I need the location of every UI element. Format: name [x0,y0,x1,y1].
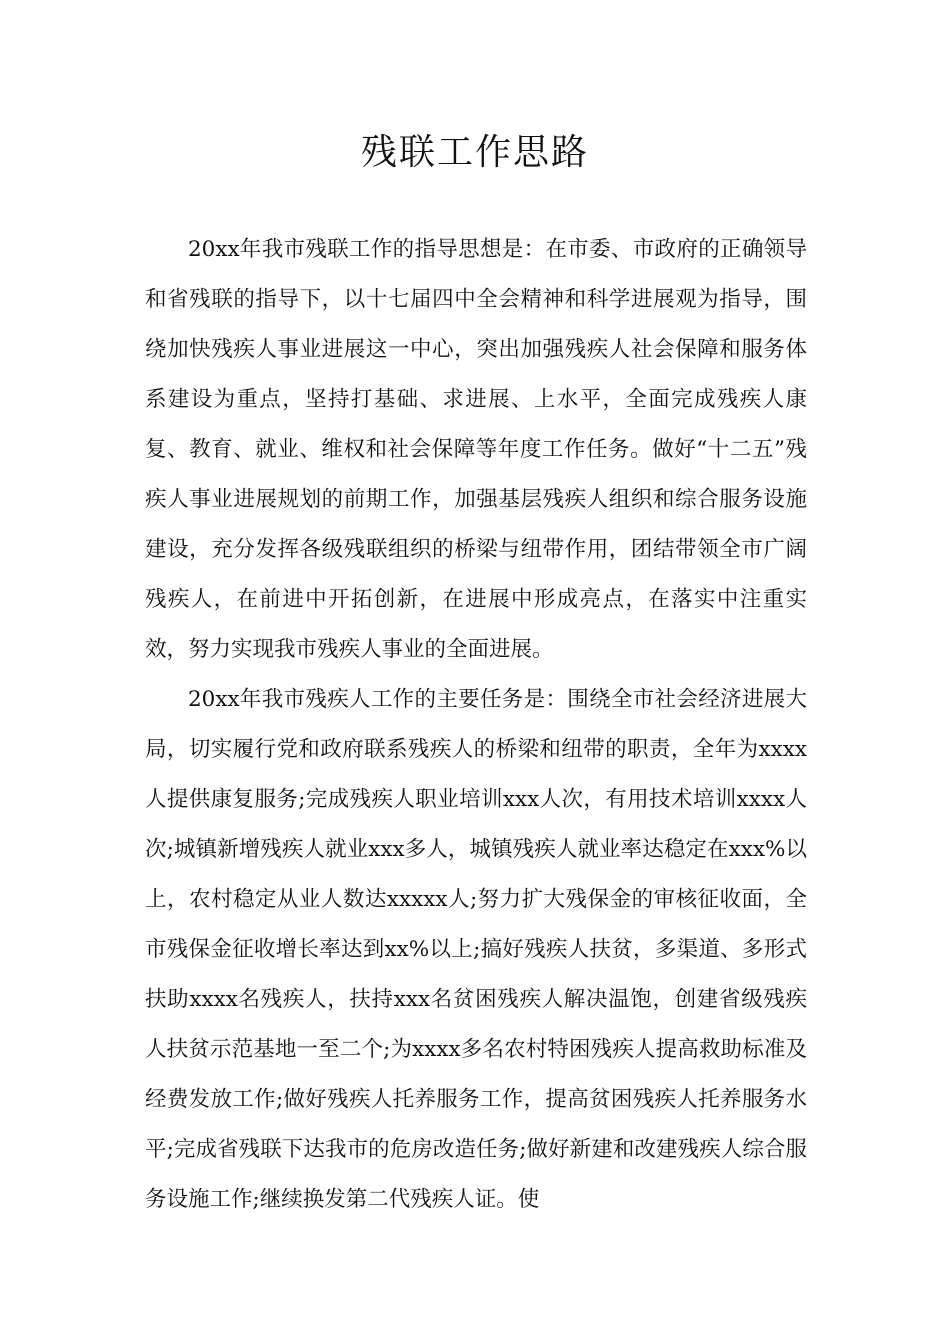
document-title: 残联工作思路 [360,132,589,173]
paragraph-guiding-thought: 20xx年我市残联工作的指导思想是：在市委、市政府的正确领导和省残联的指导下，以十七届四中全会精神和科学进展观为指导，围绕加快残疾人事业进展这一中心，突出加强残疾人社会保障和服务体系建设为重点，坚持打基础、求进展、上水平，全面完成残疾人康复、教育、就业、维权和社会保障等年度工作任务。做好“十二五”残疾人事业进展规划的前期工作，加强基层残疾人组织和综合服务设施建设，充分发挥各级残联组织的桥梁与纽带作用，团结带领全市广阔残疾人，在前进中开拓创新，在进展中形成亮点，在落实中注重实效，努力实现我市残疾人事业的全面进展。 [145,237,807,662]
document-body [145,225,807,1225]
paragraph-main-tasks: 20xx年我市残疾人工作的主要任务是：围绕全市社会经济进展大局，切实履行党和政府联系残疾人的桥梁和纽带的职责，全年为xxxx人提供康复服务;完成残疾人职业培训xxx人次，有用技术培训xxxx人次;城镇新增残疾人就业xxx多人，城镇残疾人就业率达稳定在xxx%以上，农村稳定从业人数达xxxxx人;努力扩大残保金的审核征收面，全市残保金征收增长率达到xx%以上;搞好残疾人扶贫，多渠道、多形式扶助xxxx名残疾人，扶持xxx名贫困残疾人解决温饱，创建省级残疾人扶贫示范基地一至二个;为xxxx多名农村特困残疾人提高救助标准及经费发放工作;做好残疾人托养服务工作，提高贫困残疾人托养服务水平;完成省残联下达我市的危房改造任务;做好新建和改建残疾人综合服务设施工作;继续换发第二代残疾人证。使 [145,687,807,1212]
